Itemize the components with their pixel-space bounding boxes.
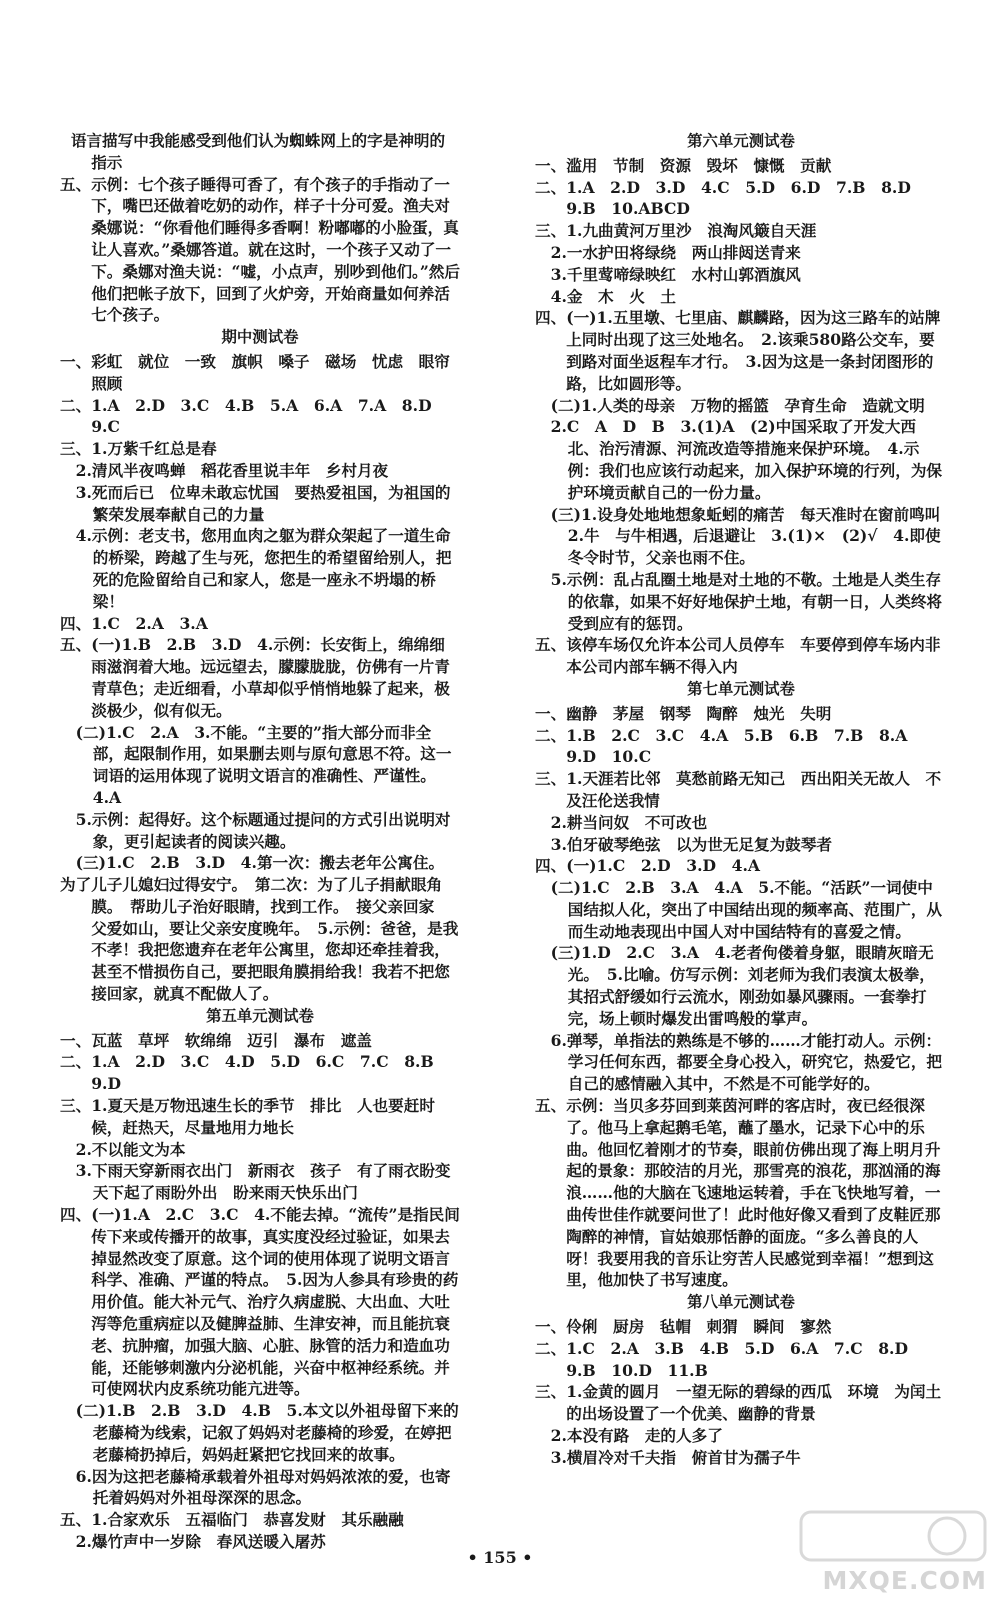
answer-line: 2.C A D B 3.(1)A (2)中国采取了开发大西北、治污清源、河流改造等措施来保护环境。 4.示例：我们也应该行动起来，加入保护环境的行列，为保护环境贡献自己的一份力量。 xyxy=(550,417,943,502)
answer-paragraph: 一、伶俐 厨房 毡帽 刺猬 瞬间 寥然 xyxy=(535,1317,832,1337)
answer-line: 3.下雨天穿新雨衣出门 新雨衣 孩子 有了雨衣盼变天下起了雨盼外出 盼来雨天快乐出门 xyxy=(75,1161,451,1203)
left-column xyxy=(60,130,466,1553)
section-heading: 第七单元测试卷 xyxy=(687,679,795,698)
watermark-text: MXQE.COM xyxy=(822,1566,987,1596)
answer-line: 3.横眉冷对千夫指 俯首甘为孺子牛 xyxy=(550,1447,801,1467)
answer-paragraph: 五、(一)1.B 2.B 3.D 4.示例：长安街上，绵绵细雨滋润着大地。远远望去，朦朦胧胧，仿佛有一片青青草色；走近细看，小草却似乎悄悄地躲了起来，极淡极少，似有似无。 xyxy=(60,635,450,720)
answer-line: 4.示例：老支书，您用血肉之躯为群众架起了一道生命的桥梁，跨越了生与死，您把生的希望留给别人，把死的危险留给自己和家人，您是一座永不坍塌的桥梁！ xyxy=(75,526,452,611)
answer-line: (三)1.C 2.B 3.D 4.第一次：搬去老年公寓住。 xyxy=(75,853,445,873)
answer-paragraph: 二、1.A 2.D 3.D 4.C 5.D 6.D 7.B 8.D 9.B 10.ABCD xyxy=(535,177,927,219)
answer-paragraph: 二、1.C 2.A 3.B 4.B 5.D 6.A 7.C 8.D 9.B 10.D 11.B xyxy=(535,1338,924,1380)
answer-paragraph: 四、(一)1.A 2.C 3.C 4.不能去掉。“流传”是指民间传下来或传播开的故事，真实度没经过验证，如果去掉显然改变了原意。这个词的使用体现了说明文语言科学、准确、严谨的特点。 5.因为人参具有珍贵的药用价值。能大补元气、治疗久病虚脱、大出血、大吐泻等危重病症以及健脾益肺、生津安神，而且能抗衰老、抗肿瘤，加强大脑、心脏、脉管的活力和造血功能，还能够刺激内分泌机能，兴奋中枢神经系统。并可使网状内皮系统功能亢进等。 xyxy=(60,1205,460,1399)
answer-line: 2.爆竹声中一岁除 春风送暖入屠苏 xyxy=(75,1532,326,1551)
answer-paragraph: 一、彩虹 就位 一致 旗帜 嗓子 磁场 忧虑 眼帘 照顾 xyxy=(60,351,466,393)
answer-paragraph: 五、1.合家欢乐 五福临门 恭喜发财 其乐融融 xyxy=(60,1510,404,1530)
answer-line: 2.一水护田将绿绕 两山排闼送青来 xyxy=(550,242,801,262)
answer-line: 6.因为这把老藤椅承载着外祖母对妈妈浓浓的爱，也寄托着妈妈对外祖母深深的思念。 xyxy=(75,1466,451,1508)
answer-paragraph: 二、1.A 2.D 3.C 4.D 5.D 6.C 7.C 8.B 9.D xyxy=(60,1052,450,1094)
answer-paragraph: 三、1.天涯若比邻 莫愁前路无知己 西出阳关无故人 不及汪伦送我情 xyxy=(535,769,942,810)
answer-line: 5.示例：乱占乱圈土地是对土地的不敬。土地是人类生存的依靠，如果不好好地保护土地，有朝一日，人类终将受到应有的惩罚。 xyxy=(550,569,943,633)
answer-paragraph: 二、1.A 2.D 3.C 4.B 5.A 6.A 7.A 8.D 9.C xyxy=(60,395,448,437)
section-heading: 第五单元测试卷 xyxy=(206,1006,314,1025)
answer-line: 3.伯牙破琴绝弦 以为世无足复为鼓琴者 xyxy=(550,834,832,854)
answer-line: 5.示例：起得好。这个标题通过提问的方式引出说明对象，更引起读者的阅读兴趣。 xyxy=(75,809,451,851)
answer-line: (二)1.人类的母亲 万物的摇篮 孕育生命 造就文明 xyxy=(550,395,925,415)
answer-line: 2.耕当问奴 不可改也 xyxy=(550,812,708,832)
answer-paragraph: 五、该停车场仅允许本公司人员停车 车要停到停车场内非本公司内部车辆不得入内 xyxy=(535,635,941,677)
answer-line: 2.本没有路 走的人多了 xyxy=(550,1426,723,1446)
section-heading: 第六单元测试卷 xyxy=(687,132,795,150)
answer-paragraph: 四、(一)1.C 2.D 3.D 4.A xyxy=(535,856,760,876)
answer-paragraph: 三、1.金黄的圆月 一望无际的碧绿的西瓜 环境 为闰土的出场设置了一个优美、幽静的背景 xyxy=(535,1382,942,1424)
answer-paragraph: 为了儿子儿媳妇过得安宁。 第二次：为了儿子捐献眼角膜。 帮助儿子治好眼睛，找到工作。 接父亲回家 父爱如山，要让父亲安度晚年。 5.示例：爸爸，是我不孝！我把您遗弃在老年公寓里，您却还牵挂着我，甚至不惜损伤自己，要把眼角膜捐给我！我若不把您接回家，就真不配做人了。 xyxy=(60,875,459,1004)
answer-line: (二)1.B 2.B 3.D 4.B 5.本文以外祖母留下来的老藤椅为线索，记叙了妈妈对老藤椅的珍爱，在婷把老藤椅扔掉后，妈妈赶紧把它找回来的故事。 xyxy=(75,1401,459,1464)
answer-line: 4.金 木 火 土 xyxy=(550,286,677,306)
answer-paragraph: 四、(一)1.五里墩、七里庙、麒麟路，因为这三路车的站牌上同时出现了这三处地名。 2.该乘580路公交车，要到路对面坐返程车才行。 3.因为这是一条封闭图形的路，比如圆形等。 xyxy=(535,308,941,393)
watermark-logo xyxy=(797,1506,989,1596)
answer-paragraph: 语言描写中我能感受到他们认为蜘蛛网上的字是神明的指示 xyxy=(60,131,446,172)
answer-line: (二)1.C 2.A 3.不能。“主要的”指大部分而非全部，起限制作用，如果删去则与原句意思不符。这一词语的运用体现了说明文语言的准确性、严谨性。 4.A xyxy=(75,722,452,807)
answer-paragraph: 三、1.夏天是万物迅速生长的季节 排比 人也要赶时候，赶热天，尽量地用力地长 xyxy=(60,1096,435,1137)
answer-line: (三)1.D 2.C 3.A 4.老者佝偻着身躯，眼睛灰暗无光。 5.比喻。仿写示例：刘老师为我们表演太极拳，其招式舒缓如行云流水，刚劲如暴风骤雨。一套拳打完，场上顿时爆发出雷鸣般的掌声。 xyxy=(550,943,935,1028)
answer-line: 3.死而后已 位卑未敢忘忧国 要热爱祖国，为祖国的繁荣发展奉献自己的力量 xyxy=(75,482,451,524)
answer-paragraph: 三、1.九曲黄河万里沙 浪淘风簸自天涯 xyxy=(535,221,817,241)
right-column xyxy=(535,130,956,1469)
watermark-graphic xyxy=(797,1506,989,1566)
answer-line: 6.弹琴，单指法的熟练是不够的……才能打动人。示例：学习任何东西，都要全身心投入，研究它，热爱它，把自己的感情融入其中，不然是不可能学好的。 xyxy=(550,1030,943,1094)
answer-paragraph: 二、1.B 2.C 3.C 4.A 5.B 6.B 7.B 8.A 9.D 10.C xyxy=(535,725,923,767)
answer-line: 2.不以能文为本 xyxy=(75,1139,186,1159)
answer-paragraph: 五、示例：七个孩子睡得可香了，有个孩子的手指动了一下，嘴巴还做着吃奶的动作，样子十分可爱。渔夫对桑娜说：“你看他们睡得多香啊！粉嘟嘟的小脸蛋，真让人喜欢。”桑娜答道。就在这时，一个孩子又动了一下。桑娜对渔夫说：“嘘，小点声，别吵到他们。”然后他们把帐子放下，回到了火炉旁，开始商量如何养活七个孩子。 xyxy=(60,174,460,325)
section-heading: 期中测试卷 xyxy=(221,328,299,347)
page-number: • 155 • xyxy=(467,1548,533,1567)
answer-line: (三)1.设身处地地想象蚯蚓的痛苦 每天准时在窗前鸣叫 2.牛 与牛相遇，后退避让 3.(1)× (2)√ 4.即使冬令时节，父亲也雨不住。 xyxy=(550,504,956,568)
section-heading: 第八单元测试卷 xyxy=(687,1293,795,1312)
answer-paragraph: 一、瓦蓝 草坪 软绵绵 迈引 瀑布 遮盖 xyxy=(60,1030,372,1050)
answer-paragraph: 一、幽静 茅屋 钢琴 陶醉 烛光 失明 xyxy=(535,703,832,723)
answer-line: 2.清风半夜鸣蝉 稻花香里说丰年 乡村月夜 xyxy=(75,460,389,480)
answer-paragraph: 四、1.C 2.A 3.A xyxy=(60,613,208,633)
answer-paragraph: 三、1.万紫千红总是春 xyxy=(60,439,217,459)
answer-paragraph: 五、示例：当贝多芬回到莱茵河畔的客店时，夜已经很深了。他马上拿起鹅毛笔，蘸了墨水，记录下心中的乐曲。他回忆着刚才的节奏，眼前仿佛出现了海上明月升起的景象：那皎洁的月光，那雪亮的浪花，那汹涌的海浪……他的大脑在飞速地运转着，手在飞快地写着，一曲传世佳作就要问世了！此时他好像又看到了皮鞋匠那陶醉的神情，盲姑娘那恬静的面庞。“多么善良的人呀！我要用我的音乐让穷苦人民感觉到幸福！”想到这里，他加快了书写速度。 xyxy=(535,1096,941,1290)
answer-paragraph: 一、滥用 节制 资源 毁坏 慷慨 贡献 xyxy=(535,155,832,175)
answer-line: 3.千里莺啼绿映红 水村山郭酒旗风 xyxy=(550,264,801,284)
answer-line: (二)1.C 2.B 3.A 4.A 5.不能。“活跃”一词使中国结拟人化，突出了中国结出现的频率高、范围广，从而生动地表现出中国人对中国结特有的喜爱之情。 xyxy=(550,878,943,941)
